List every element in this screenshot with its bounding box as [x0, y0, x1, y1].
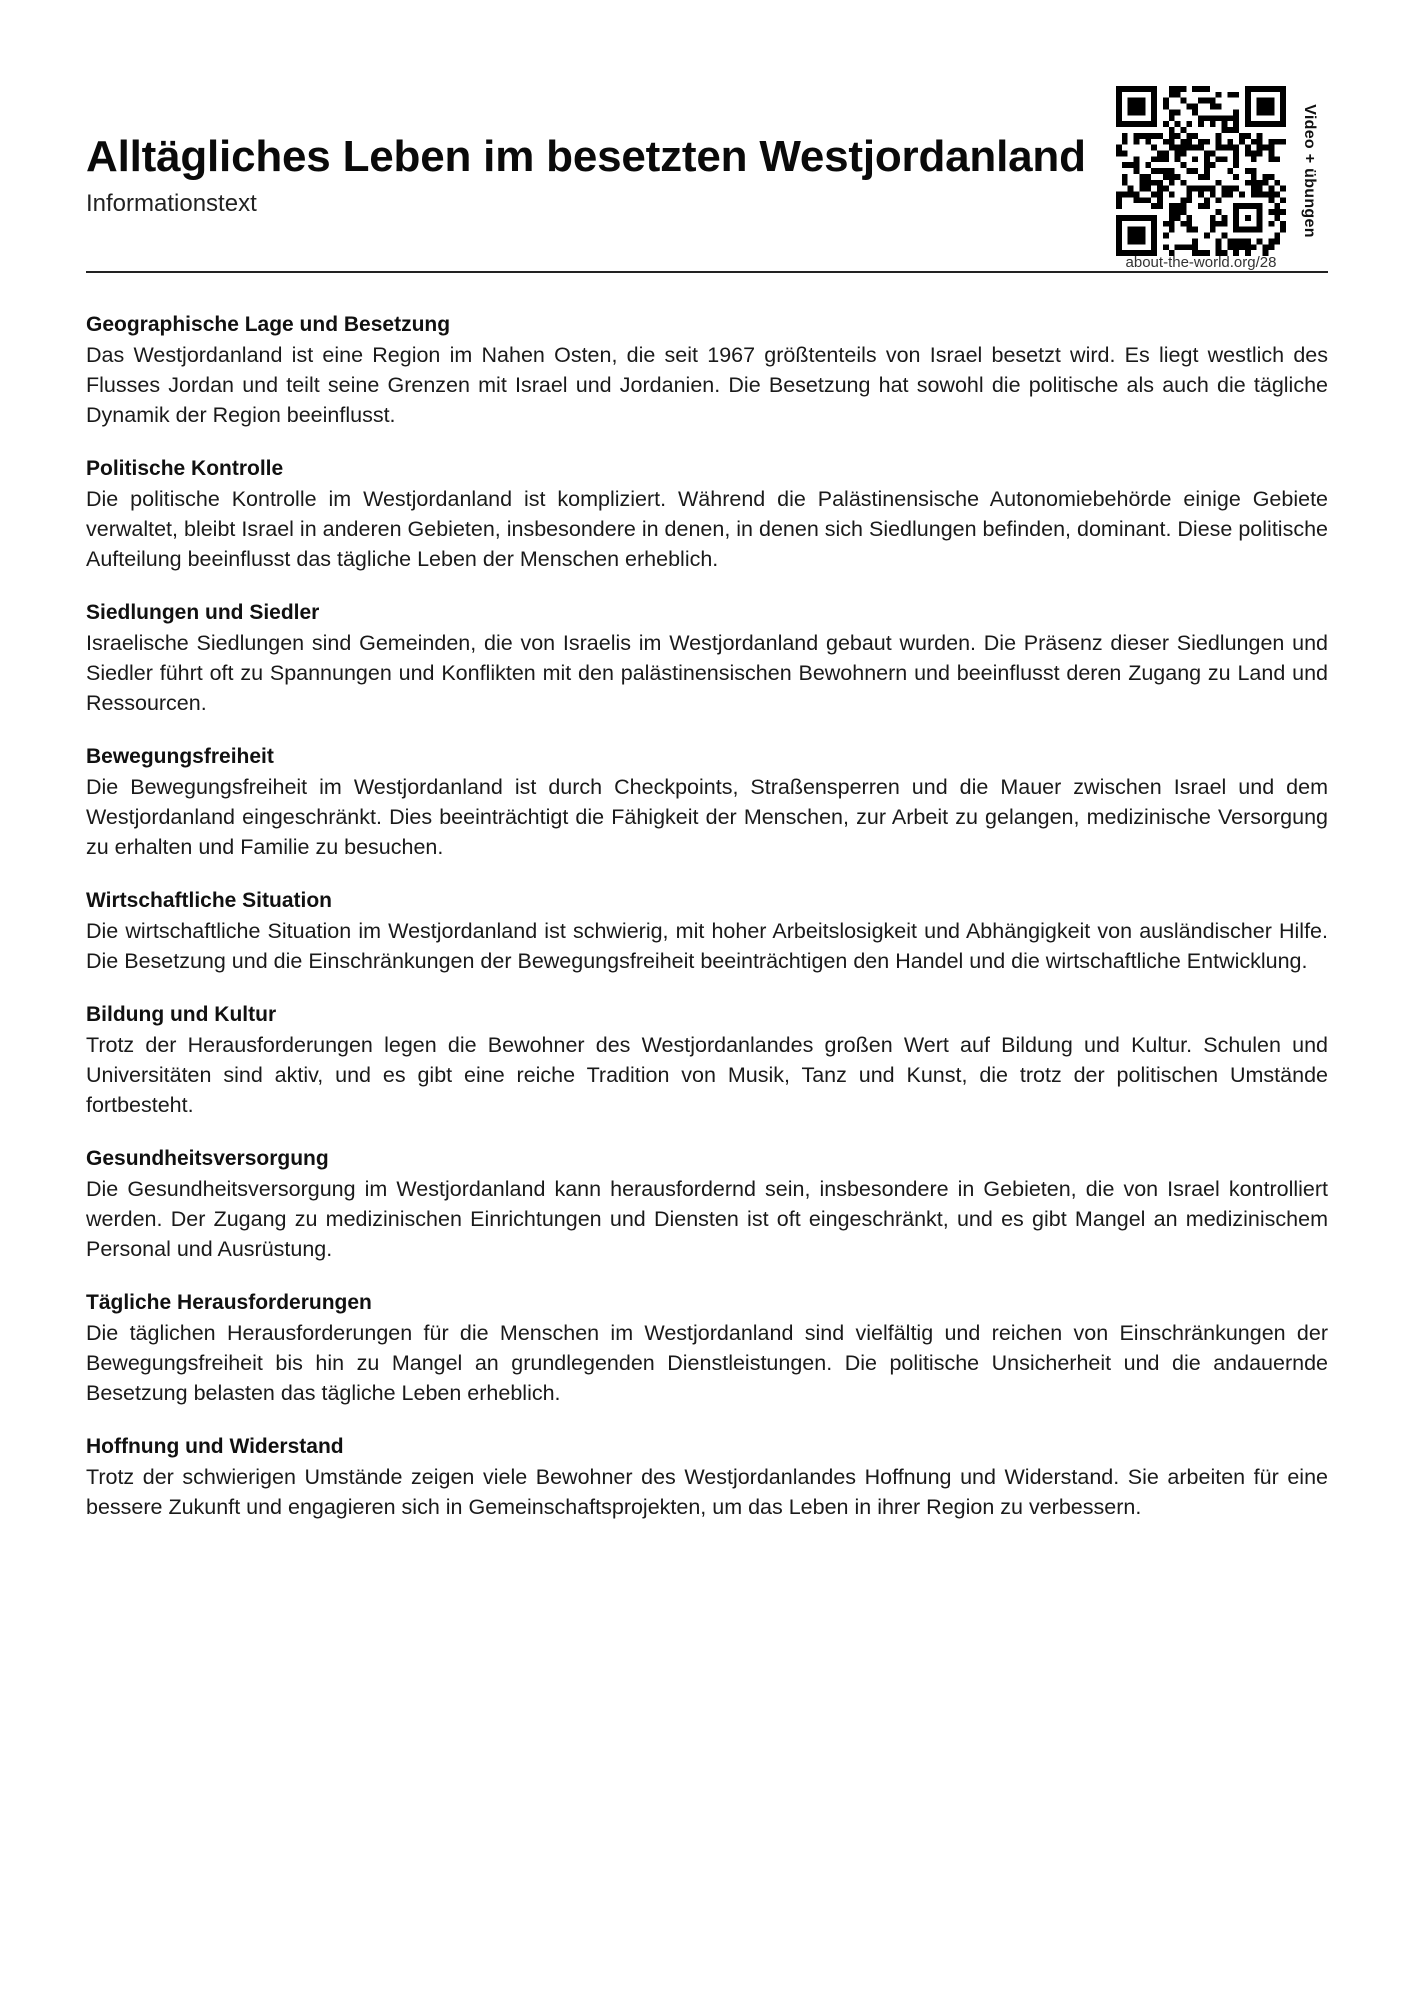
section-geographische-lage	[86, 310, 1328, 430]
section-heading: Politische Kontrolle	[86, 457, 284, 480]
section-heading: Bewegungsfreiheit	[86, 745, 274, 768]
page-title: Alltägliches Leben im besetzten Westjordanland	[86, 132, 1086, 181]
section-siedlungen	[86, 598, 1328, 718]
section-heading: Bildung und Kultur	[86, 1003, 277, 1026]
qr-code-block[interactable]	[1116, 86, 1328, 272]
section-paragraph: Die Bewegungsfreiheit im Westjordanland ist durch Checkpoints, Straßensperren und die Mauer zwischen Israel und dem Westjordanland eingeschränkt. Dies beeinträchtigt die Fähigkeit der Menschen, zur Arbeit zu gelangen, medizinische Versorgung zu erhalten und Familie zu besuchen.	[86, 775, 1328, 859]
section-taegliche-herausforderungen	[86, 1288, 1328, 1408]
info-text-body	[86, 310, 1328, 1546]
header-divider	[86, 271, 1328, 273]
section-politische-kontrolle	[86, 454, 1328, 574]
section-paragraph: Die politische Kontrolle im Westjordanland ist kompliziert. Während die Palästinensische Autonomiebehörde einige Gebiete verwaltet, bleibt Israel in anderen Gebieten, insbesondere in denen, in denen sich Siedlungen befinden, dominant. Diese politische Aufteilung beeinflusst das tägliche Leben der Menschen erheblich.	[86, 487, 1328, 571]
section-bildung-kultur	[86, 1000, 1328, 1120]
page-subtitle: Informationstext	[86, 190, 257, 217]
section-bewegungsfreiheit	[86, 742, 1328, 862]
section-wirtschaftliche-situation	[86, 886, 1328, 976]
section-paragraph: Die täglichen Herausforderungen für die Menschen im Westjordanland sind vielfältig und reichen von Einschränkungen der Bewegungsfreiheit bis hin zu Mangel an grundlegenden Dienstleistungen. Die politische Unsicherheit und die andauernde Besetzung belasten das tägliche Leben erheblich.	[86, 1321, 1328, 1405]
section-hoffnung-widerstand	[86, 1432, 1328, 1522]
section-paragraph: Trotz der Herausforderungen legen die Bewohner des Westjordanlandes großen Wert auf Bildung und Kultur. Schulen und Universitäten sind aktiv, und es gibt eine reiche Tradition von Musik, Tanz und Kunst, die trotz der politischen Umstände fortbesteht.	[86, 1033, 1328, 1117]
section-heading: Wirtschaftliche Situation	[86, 889, 333, 912]
section-heading: Siedlungen und Siedler	[86, 601, 320, 624]
video-exercises-label: Video + übungen	[1301, 104, 1318, 238]
section-gesundheitsversorgung	[86, 1144, 1328, 1264]
section-paragraph: Israelische Siedlungen sind Gemeinden, die von Israelis im Westjordanland gebaut wurden. Die Präsenz dieser Siedlungen und Siedler führt oft zu Spannungen und Konflikten mit den palästinensischen Bewohnern und beeinflusst deren Zugang zu Land und Ressourcen.	[86, 631, 1328, 715]
section-paragraph: Die Gesundheitsversorgung im Westjordanland kann herausfordernd sein, insbesondere in Gebieten, die von Israel kontrolliert werden. Der Zugang zu medizinischen Einrichtungen und Diensten ist oft eingeschränkt, und es gibt Mangel an medizinischem Personal und Ausrüstung.	[86, 1177, 1328, 1261]
section-heading: Tägliche Herausforderungen	[86, 1291, 372, 1314]
section-heading: Gesundheitsversorgung	[86, 1147, 329, 1170]
section-heading: Geographische Lage und Besetzung	[86, 313, 451, 336]
section-paragraph: Die wirtschaftliche Situation im Westjordanland ist schwierig, mit hoher Arbeitslosigkeit und Abhängigkeit von ausländischer Hilfe. Die Besetzung und die Einschränkungen der Bewegungsfreiheit beeinträchtigen den Handel und die wirtschaftliche Entwicklung.	[86, 919, 1328, 973]
section-paragraph: Trotz der schwierigen Umstände zeigen viele Bewohner des Westjordanlandes Hoffnung und Widerstand. Sie arbeiten für eine bessere Zukunft und engagieren sich in Gemeinschaftsprojekten, um das Leben in ihrer Region zu verbessern.	[86, 1465, 1328, 1519]
page-header	[86, 86, 1328, 274]
qr-side-label	[1294, 86, 1324, 256]
qr-url[interactable]: about-the-world.org/28	[1125, 254, 1277, 271]
section-paragraph: Das Westjordanland ist eine Region im Nahen Osten, die seit 1967 größtenteils von Israel besetzt wird. Es liegt westlich des Flusses Jordan und teilt seine Grenzen mit Israel und Jordanien. Die Besetzung hat sowohl die politische als auch die tägliche Dynamik der Region beeinflusst.	[86, 343, 1328, 427]
qr-code-icon[interactable]	[1116, 86, 1286, 256]
section-heading: Hoffnung und Widerstand	[86, 1435, 344, 1458]
